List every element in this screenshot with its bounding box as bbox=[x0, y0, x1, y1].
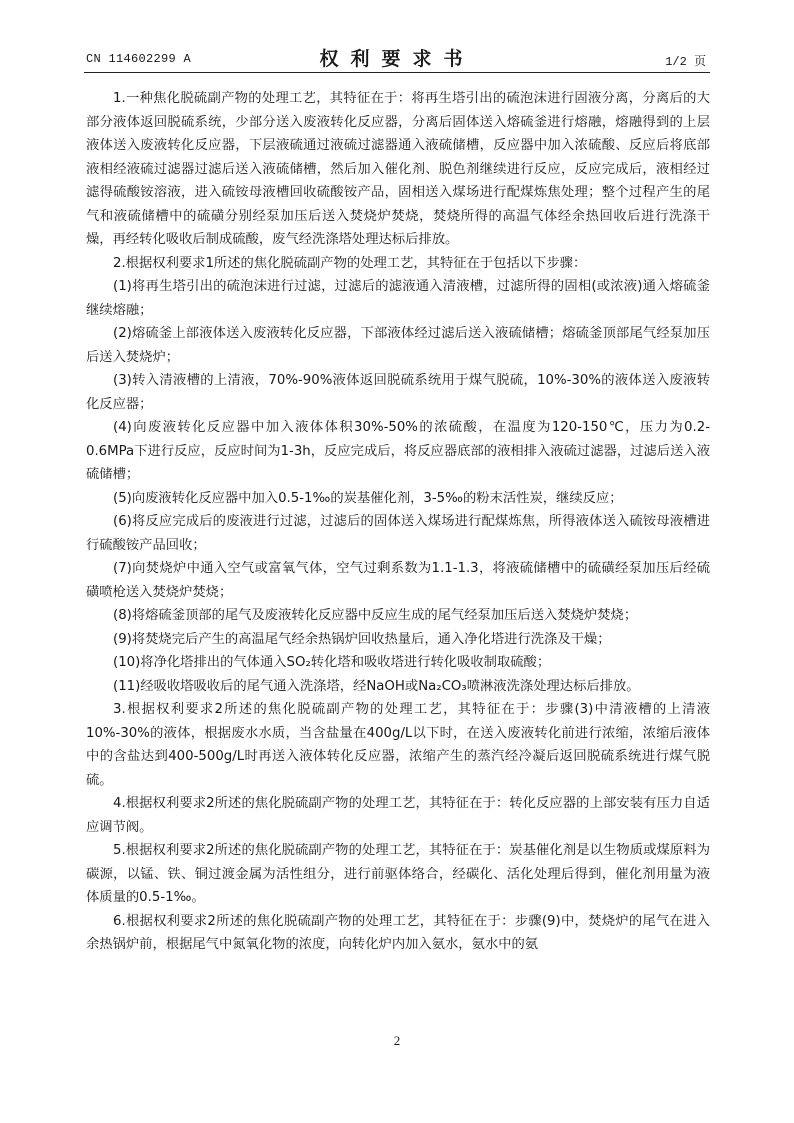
claim-2-step-1: (1)将再生塔引出的硫泡沫进行过滤，过滤后的滤液通入清液槽，过滤所得的固相(或浓液)通入熔硫釜继续熔融； bbox=[86, 279, 710, 318]
claim-2-step-10: (10)将净化塔排出的气体通入SO₂转化塔和吸收塔进行转化吸收制取硫酸； bbox=[113, 655, 551, 670]
claims-body bbox=[86, 87, 710, 957]
page-info: 1/2 页 bbox=[665, 55, 706, 69]
claim-6: 6.根据权利要求2所述的焦化脱硫副产物的处理工艺，其特征在于：步骤(9)中，焚烧炉的尾气在进入余热锅炉前，根据尾气中氮氧化物的浓度，向转化炉内加入氨水，氨水中的氨 bbox=[86, 913, 710, 952]
claim-2-step-11: (11)经吸收塔吸收后的尾气通入洗涤塔，经NaOH或Na₂CO₃喷淋液洗涤处理达标后排放。 bbox=[113, 678, 640, 694]
publication-number: CN 114602299 A bbox=[86, 52, 192, 66]
claim-2-step-8: (8)将熔硫釜顶部的尾气及废液转化反应器中反应生成的尾气经泵加压后送入焚烧炉焚烧； bbox=[113, 608, 638, 623]
claim-2-step-9: (9)将焚烧完后产生的高温尾气经余热锅炉回收热量后，通入净化塔进行洗涤及干燥； bbox=[113, 631, 611, 647]
page-number: 2 bbox=[393, 1033, 401, 1048]
claim-5: 5.根据权利要求2所述的焦化脱硫副产物的处理工艺，其特征在于：炭基催化剂是以生物质或煤原料为碳源，以锰、铁、铜过渡金属为活性组分，进行前驱体络合，经碳化、活化处理后得到，催化剂用量为液体质量的0.5-1‰。 bbox=[86, 843, 710, 905]
document-title: 权利要求书 bbox=[319, 48, 475, 70]
claim-2-step-2: (2)熔硫釜上部液体送入废液转化反应器，下部液体经过滤后送入液硫储槽；熔硫釜顶部尾气经泵加压后送入焚烧炉； bbox=[86, 326, 710, 365]
claim-2: 2.根据权利要求1所述的焦化脱硫副产物的处理工艺，其特征在于包括以下步骤： bbox=[113, 255, 587, 271]
claim-2-step-7: (7)向焚烧炉中通入空气或富氧气体，空气过剩系数为1.1-1.3，将液硫储槽中的硫磺经泵加压后经硫磺喷枪送入焚烧炉焚烧； bbox=[86, 561, 710, 600]
claim-4: 4.根据权利要求2所述的焦化脱硫副产物的处理工艺，其特征在于：转化反应器的上部安装有压力自适应调节阀。 bbox=[86, 796, 710, 835]
claim-2-step-4: (4)向废液转化反应器中加入液体体积30%-50%的浓硫酸，在温度为120-150℃，压力为0.2-0.6MPa下进行反应，反应时间为1-3h，反应完成后，将反应器底部的液相排入液硫过滤器，过滤后送入液硫储槽； bbox=[86, 420, 710, 482]
claim-1: 1.一种焦化脱硫副产物的处理工艺，其特征在于：将再生塔引出的硫泡沫进行固液分离，分离后的大部分液体返回脱硫系统，少部分送入废液转化反应器，分离后固体送入熔硫釜进行熔融，熔融得到的上层液体送入废液转化反应器，下层液硫通过液硫过滤器通入液硫储槽，反应器中加入浓硫酸、反应后将底部液相经液硫过滤器过滤后送入液硫储槽，然后加入催化剂、脱色剂继续进行反应，反应完成后，液相经过滤得硫酸铵溶液，进入硫铵母液槽回收硫酸铵产品，固相送入煤场进行配煤炼焦处理；整个过程产生的尾气和液硫储槽中的硫磺分别经泵加压后送入焚烧炉焚烧，焚烧所得的高温气体经余热回收后进行洗涤干燥，再经转化吸收后制成硫酸，废气经洗涤塔处理达标后排放。 bbox=[86, 91, 710, 247]
header-divider bbox=[84, 72, 710, 73]
claim-2-step-5: (5)向废液转化反应器中加入0.5-1‰的炭基催化剂，3-5‰的粉末活性炭，继续反应； bbox=[113, 490, 623, 506]
claim-3: 3.根据权利要求2所述的焦化脱硫副产物的处理工艺，其特征在于：步骤(3)中清液槽的上清液10%-30%的液体，根据废水水质，当含盐量在400g/L以下时，在送入废液转化前进行浓缩，浓缩后液体中的含盐达到400-500g/L时再送入液体转化反应器，浓缩产生的蒸汽经冷凝后返回脱硫系统进行煤气脱硫。 bbox=[86, 702, 710, 788]
claim-2-step-6: (6)将反应完成后的废液进行过滤，过滤后的固体送入煤场进行配煤炼焦，所得液体送入硫铵母液槽进行硫酸铵产品回收； bbox=[86, 514, 710, 553]
claim-2-step-3: (3)转入清液槽的上清液，70%-90%液体返回脱硫系统用于煤气脱硫，10%-30%的液体送入废液转化反应器； bbox=[86, 373, 710, 412]
